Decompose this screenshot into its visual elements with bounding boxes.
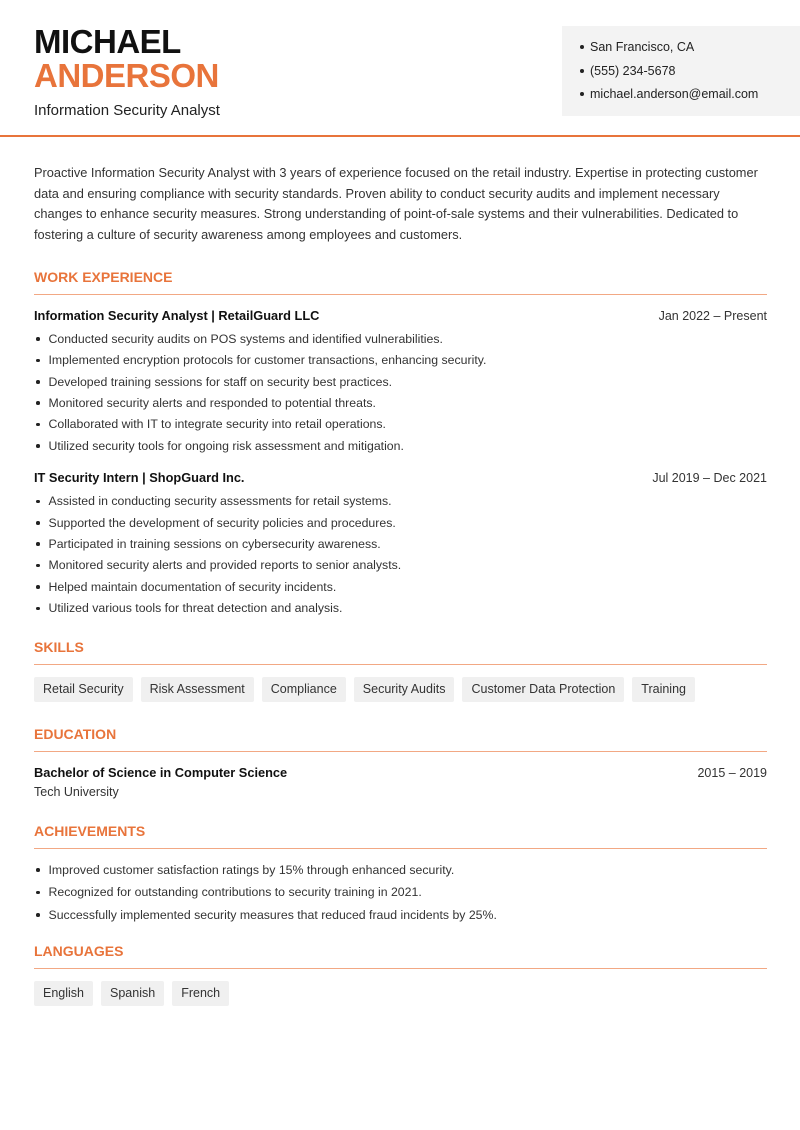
- work-section: [34, 269, 767, 622]
- list-item: [34, 862, 767, 885]
- list-item: [34, 907, 767, 930]
- section-title-languages: LANGUAGES: [34, 943, 767, 969]
- list-item: [34, 536, 767, 557]
- skill-chip: Training: [632, 677, 695, 702]
- list-item: [34, 884, 767, 907]
- bullet-icon: [580, 69, 584, 73]
- skill-chip: Security Audits: [354, 677, 455, 702]
- bullet-icon: [36, 337, 40, 341]
- list-item: [34, 600, 767, 621]
- resume-body: [34, 163, 767, 1006]
- skill-chip: Retail Security: [34, 677, 133, 702]
- list-item: [34, 493, 767, 514]
- bullet-icon: [36, 891, 40, 895]
- contact-phone: [580, 63, 800, 87]
- job-head: [34, 308, 767, 323]
- list-item: [34, 579, 767, 600]
- list-item-text: Implemented encryption protocols for customer transactions, enhancing security.: [48, 353, 487, 368]
- language-chip: French: [172, 981, 229, 1006]
- education-degree: Bachelor of Science in Computer Science: [34, 764, 288, 780]
- section-title-skills: SKILLS: [34, 639, 767, 665]
- list-item-text: Utilized security tools for ongoing risk assessment and mitigation.: [48, 438, 404, 453]
- list-item: [34, 438, 767, 459]
- job-role: Information Security Analyst | RetailGuard LLC: [34, 307, 320, 323]
- section-title-education: EDUCATION: [34, 726, 767, 752]
- bullet-icon: [36, 913, 40, 917]
- bullet-icon: [36, 607, 40, 611]
- list-item: [34, 352, 767, 373]
- bullet-icon: [36, 868, 40, 872]
- list-item: [34, 395, 767, 416]
- contact-email: [580, 86, 800, 110]
- list-item: [34, 374, 767, 395]
- bullet-icon: [36, 423, 40, 427]
- job-date: Jan 2022 – Present: [658, 308, 767, 323]
- contact-location: [580, 39, 800, 63]
- job-title: Information Security Analyst: [34, 102, 220, 119]
- languages-list: [34, 981, 767, 1006]
- contact-email-text: michael.anderson@email.com: [590, 87, 759, 101]
- summary: Proactive Information Security Analyst with 3 years of experience focused on the retail industry. Expertise in protecting customer data and ensuring compliance with security standards. Proven ability to conduct security audits and implement necessary changes to enhance security measures. Strong understanding of point-of-sale systems and their vulnerabilities. Dedicated to fostering a culture of security awareness among employees and customers.: [34, 165, 758, 243]
- last-name: ANDERSON: [34, 57, 219, 94]
- section-title-achievements: ACHIEVEMENTS: [34, 823, 767, 849]
- education-head: [34, 765, 767, 780]
- skill-chip: Customer Data Protection: [462, 677, 624, 702]
- resume-header: [0, 0, 800, 137]
- job-head: [34, 470, 767, 485]
- section-title-work: WORK EXPERIENCE: [34, 269, 767, 295]
- job-entry: [34, 308, 767, 459]
- list-item-text: Monitored security alerts and responded to potential threats.: [48, 395, 376, 410]
- contact-location-text: San Francisco, CA: [590, 40, 695, 54]
- bullet-icon: [36, 359, 40, 363]
- education-school: Tech University: [34, 784, 119, 799]
- bullet-icon: [580, 45, 584, 49]
- first-name: MICHAEL: [34, 23, 181, 60]
- education-section: [34, 726, 767, 799]
- bullet-icon: [36, 401, 40, 405]
- achievements-section: [34, 823, 767, 930]
- list-item-text: Monitored security alerts and provided reports to senior analysts.: [48, 558, 402, 573]
- name-block: [34, 25, 220, 119]
- list-item: [34, 416, 767, 437]
- job-role: IT Security Intern | ShopGuard Inc.: [34, 470, 245, 486]
- bullet-icon: [36, 444, 40, 448]
- list-item-text: Collaborated with IT to integrate security into retail operations.: [48, 417, 386, 432]
- skills-section: [34, 639, 767, 702]
- list-item-text: Utilized various tools for threat detection and analysis.: [48, 601, 343, 616]
- list-item-text: Improved customer satisfaction ratings by 15% through enhanced security.: [48, 862, 455, 877]
- bullet-icon: [36, 521, 40, 525]
- skill-chip: Compliance: [262, 677, 346, 702]
- education-date: 2015 – 2019: [697, 765, 767, 780]
- job-entry: [34, 470, 767, 621]
- list-item-text: Recognized for outstanding contributions to security training in 2021.: [48, 885, 422, 899]
- job-date: Jul 2019 – Dec 2021: [652, 471, 767, 486]
- language-chip: English: [34, 981, 93, 1006]
- bullet-icon: [36, 564, 40, 568]
- skill-chip: Risk Assessment: [141, 677, 254, 702]
- bullet-icon: [580, 92, 584, 96]
- job-bullets: [34, 331, 767, 459]
- list-item: [34, 331, 767, 352]
- bullet-icon: [36, 542, 40, 546]
- list-item-text: Participated in training sessions on cybersecurity awareness.: [48, 536, 381, 551]
- languages-section: [34, 943, 767, 1006]
- bullet-icon: [36, 585, 40, 589]
- list-item-text: Assisted in conducting security assessments for retail systems.: [48, 494, 392, 509]
- list-item-text: Developed training sessions for staff on security best practices.: [48, 374, 393, 389]
- contact-box: [562, 26, 800, 116]
- contact-phone-text: (555) 234-5678: [590, 63, 676, 78]
- list-item-text: Helped maintain documentation of security incidents.: [48, 579, 337, 594]
- list-item-text: Successfully implemented security measures that reduced fraud incidents by 25%.: [48, 907, 497, 922]
- achievements-list: [34, 862, 767, 930]
- bullet-icon: [36, 380, 40, 384]
- job-bullets: [34, 493, 767, 621]
- list-item-text: Supported the development of security policies and procedures.: [48, 515, 396, 530]
- list-item: [34, 557, 767, 578]
- list-item: [34, 515, 767, 536]
- language-chip: Spanish: [101, 981, 164, 1006]
- bullet-icon: [36, 500, 40, 504]
- list-item-text: Conducted security audits on POS systems and identified vulnerabilities.: [48, 331, 443, 346]
- skills-list: [34, 677, 767, 702]
